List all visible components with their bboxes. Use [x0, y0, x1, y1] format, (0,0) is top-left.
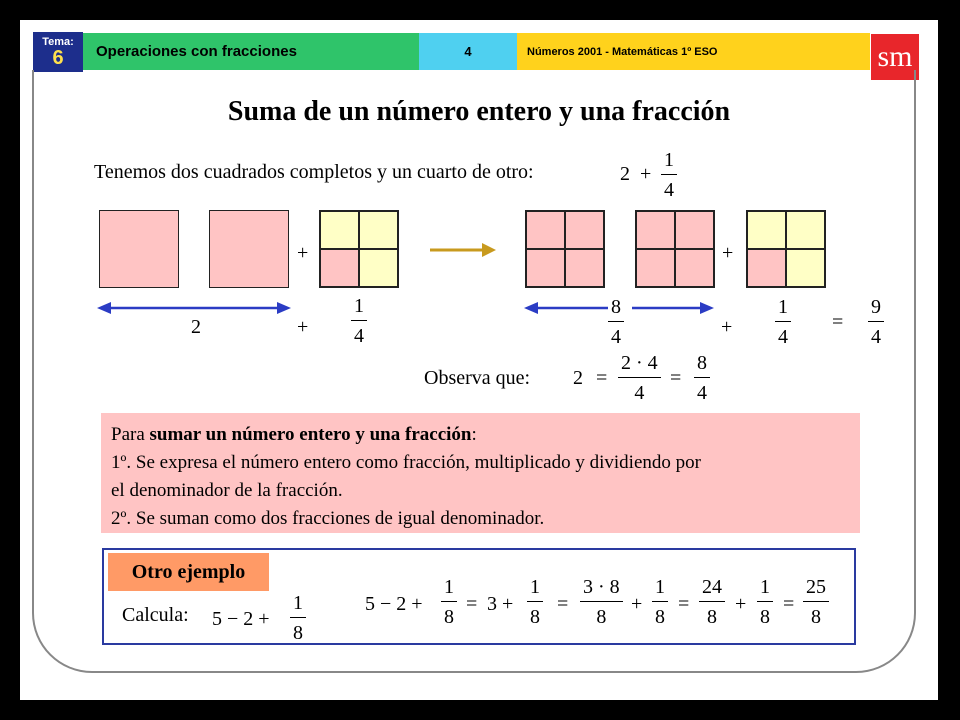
quarter-square [319, 210, 399, 288]
split-square-2 [635, 210, 715, 288]
tema-label: Tema: [42, 35, 74, 48]
section-title: Operaciones con fracciones [83, 33, 419, 70]
calcula-fraction: 1 8 [290, 593, 306, 643]
observa-label: Observa que: [424, 367, 531, 389]
plus-sign: + [297, 242, 309, 264]
observa-fraction-1: 2 · 4 4 [618, 353, 661, 403]
eight-fourths-fraction: 8 4 [608, 297, 624, 347]
arrow-right-icon [428, 238, 498, 262]
solution-start: 5 − 2 + [365, 593, 423, 615]
intro-fraction [661, 150, 677, 200]
plus-sign: + [297, 316, 309, 338]
rule-line-1: Para sumar un número entero y una fracción: [111, 424, 477, 445]
equals-sign: = [832, 311, 844, 333]
plus-sign: + [735, 593, 747, 615]
book-title: Números 2001 - Matemáticas 1º ESO [517, 33, 870, 70]
solution-fraction-4: 1 8 [652, 577, 668, 627]
intro-whole: 2 [620, 163, 630, 185]
plus-sign: + [631, 593, 643, 615]
tema-number: 6 [52, 46, 64, 69]
calcula-label: Calcula: [122, 604, 189, 626]
equals-sign: = [783, 593, 795, 615]
plus-sign: + [722, 242, 734, 264]
intro-numerator: 1 [664, 149, 674, 171]
sm-logo: sm [871, 34, 919, 80]
solution-fraction-1: 1 8 [441, 577, 457, 627]
double-arrow-icon [97, 299, 291, 317]
split-square-1 [525, 210, 605, 288]
solution-fraction-2: 1 8 [527, 577, 543, 627]
calcula-expression: 5 − 2 + [212, 608, 270, 630]
intro-text: Tenemos dos cuadrados completos y un cuarto de otro: [94, 161, 534, 183]
rule-line-4: 2º. Se suman como dos fracciones de igual denominador. [111, 508, 545, 529]
solution-fraction-3: 3 · 8 8 [580, 577, 623, 627]
solution-result-fraction: 25 8 [803, 577, 829, 627]
rule-line-3: el denominador de la fracción. [111, 480, 343, 501]
quarter-square [746, 210, 826, 288]
solution-mid: 3 + [487, 593, 514, 615]
whole-label: 2 [191, 316, 201, 338]
double-arrow-left-icon [524, 299, 608, 317]
page-title: Suma de un número entero y una fracción [227, 96, 731, 127]
observa-whole: 2 [573, 367, 583, 389]
equals-sign: = [466, 593, 478, 615]
double-arrow-right-icon [632, 299, 714, 317]
intro-denominator: 4 [664, 179, 674, 201]
rule-box [101, 413, 860, 533]
intro-plus: + [640, 163, 652, 185]
quarter-fraction: 1 4 [351, 296, 367, 346]
whole-square-1 [99, 210, 179, 288]
equals-sign: = [596, 367, 608, 389]
result-fraction: 9 4 [868, 297, 884, 347]
example-label: Otro ejemplo [108, 553, 269, 591]
quarter-fraction: 1 4 [775, 297, 791, 347]
slide [20, 20, 938, 700]
observa-fraction-2: 8 4 [694, 353, 710, 403]
solution-fraction-5: 24 8 [699, 577, 725, 627]
equals-sign: = [557, 593, 569, 615]
whole-square-2 [209, 210, 289, 288]
solution-fraction-6: 1 8 [757, 577, 773, 627]
equals-sign: = [670, 367, 682, 389]
plus-sign: + [721, 316, 733, 338]
equals-sign: = [678, 593, 690, 615]
rule-line-2: 1º. Se expresa el número entero como fracción, multiplicado y dividiendo por [111, 452, 701, 473]
tema-badge [33, 32, 83, 72]
slide-number: 4 [419, 33, 517, 70]
